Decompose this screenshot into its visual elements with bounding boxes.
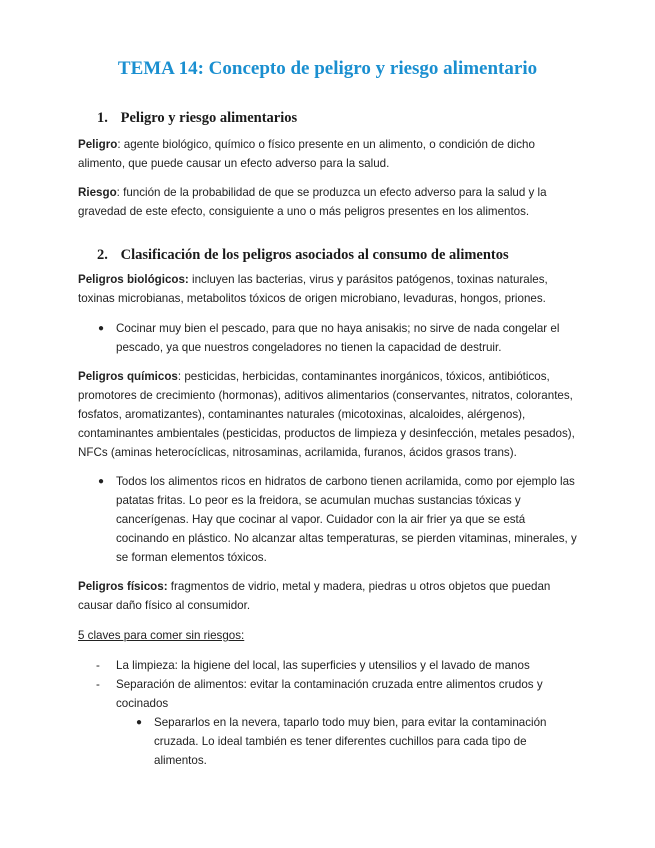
- list-item: [136, 713, 577, 770]
- bullet-icon: ●: [136, 717, 143, 728]
- fis-text: fragmentos de vidrio, metal y madera, piedras u otros objetos que puedan causar daño físico al consumidor.: [78, 580, 551, 612]
- list-item: [96, 675, 577, 770]
- fis-term: Peligros físicos:: [78, 580, 168, 593]
- riesgo-definition: [78, 183, 577, 221]
- peligro-text: : agente biológico, químico o físico presente en un alimento, o condición de dicho alimento, que puede causar un efecto adverso para la salud.: [78, 138, 535, 170]
- bio-bullet-list: [78, 319, 577, 357]
- quim-term: Peligros químicos: [78, 370, 178, 383]
- section-2-heading: [78, 245, 577, 265]
- claves-heading: 5 claves para comer sin riesgos:: [78, 629, 245, 642]
- claves-list: [78, 656, 577, 770]
- riesgo-term: Riesgo: [78, 186, 117, 199]
- quim-bullet-list: [78, 472, 577, 567]
- peligros-fisicos-paragraph: [78, 577, 577, 615]
- bio-bullet-text: Cocinar muy bien el pescado, para que no haya anisakis; no sirve de nada congelar el pescado, ya que nuestros congeladores no tienen la capacidad de destruir.: [116, 322, 560, 354]
- list-item: [96, 656, 577, 675]
- clave-2-text: Separación de alimentos: evitar la contaminación cruzada entre alimentos crudos y cocinados: [116, 678, 543, 710]
- peligro-definition: [78, 135, 577, 173]
- quim-bullet-text: Todos los alimentos ricos en hidratos de carbono tienen acrilamida, como por ejemplo las patatas fritas. Lo peor es la freidora, se acumulan muchas sustancias tóxicas y cancerígenas. Hay que cocinar al vapor. Cuidador con la air frier ya que se está cocinando en plástico. No alcanzar altas temperaturas, se pierden vitaminas, minerales, y se forman elementos tóxicos.: [116, 475, 577, 564]
- clave-1-text: La limpieza: la higiene del local, las superficies y utensilios y el lavado de manos: [116, 659, 530, 672]
- section-1-heading: [78, 108, 577, 128]
- bio-term: Peligros biológicos:: [78, 273, 189, 286]
- section-1-title: Peligro y riesgo alimentarios: [120, 110, 298, 126]
- dash-icon: -: [96, 659, 100, 672]
- clave-sub-text: Separarlos en la nevera, taparlo todo muy bien, para evitar la contaminación cruzada. Lo ideal también es tener diferentes cuchillos para cada tipo de alimentos.: [154, 716, 547, 767]
- section-2-number: 2.: [97, 247, 108, 263]
- peligro-term: Peligro: [78, 138, 118, 151]
- bio-text: incluyen las bacterias, virus y parásitos patógenos, toxinas naturales, toxinas microbianas, metabolitos tóxicos de origen microbiano, levaduras, hongos, priones.: [78, 273, 548, 305]
- list-item: [98, 319, 577, 357]
- claves-sub-list: [116, 713, 577, 770]
- bullet-icon: ●: [98, 323, 105, 334]
- section-2-title: Clasificación de los peligros asociados al consumo de alimentos: [120, 247, 509, 263]
- peligros-biologicos-paragraph: [78, 270, 577, 308]
- riesgo-text: : función de la probabilidad de que se produzca un efecto adverso para la salud y la gravedad de este efecto, consiguiente a uno o más peligros presentes en los alimentos.: [78, 186, 547, 218]
- document-title: TEMA 14: Concepto de peligro y riesgo alimentario: [117, 58, 538, 79]
- peligros-quimicos-paragraph: [78, 367, 577, 462]
- list-item: [98, 472, 577, 567]
- bullet-icon: ●: [98, 476, 105, 487]
- dash-icon: -: [96, 678, 100, 691]
- quim-text: : pesticidas, herbicidas, contaminantes inorgánicos, tóxicos, antibióticos, promotores de crecimiento (hormonas), aditivos alimentarios (conservantes, nitratos, colorantes, fosfatos, aromatizantes), contaminantes naturales (micotoxinas, alcaloides, alérgenos), contaminantes ambientales (pesticidas, productos de limpieza y desinfección, metales pesados), NFCs (aminas heterocíclicas, nitrosaminas, acrilamida, furanos, ácidos grasos trans).: [78, 370, 575, 459]
- section-1-number: 1.: [97, 110, 108, 126]
